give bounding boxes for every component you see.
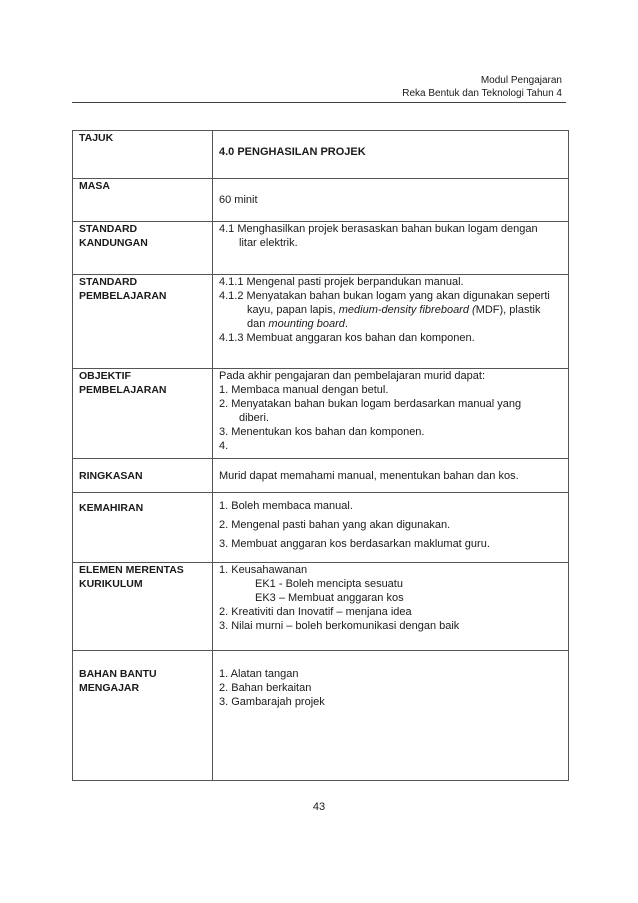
label-tajuk: TAJUK <box>73 131 213 179</box>
text-run-italic: mounting board <box>268 318 345 330</box>
value-objektif <box>213 369 569 459</box>
label-standard-kandungan <box>73 222 213 275</box>
label-objektif <box>73 369 213 459</box>
list-item: 1. Alatan tangan <box>219 668 299 680</box>
row-bahan-bantu <box>73 651 569 781</box>
row-tajuk <box>73 131 569 179</box>
page-header <box>402 74 562 100</box>
text-run: MDF), plastik <box>475 304 541 316</box>
list-item: 3. Nilai murni – boleh berkomunikasi dengan baik <box>219 620 460 632</box>
page-number: 43 <box>312 801 326 813</box>
row-masa <box>73 179 569 222</box>
value-ringkasan: Murid dapat memahami manual, menentukan bahan dan kos. <box>213 459 569 493</box>
label-line: OBJEKTIF <box>79 370 131 382</box>
content-line: litar elektrik. <box>239 237 298 249</box>
list-item: 1. Membaca manual dengan betul. <box>219 384 389 396</box>
row-kemahiran <box>73 493 569 563</box>
label-line: KANDUNGAN <box>79 237 148 249</box>
label-line: ELEMEN MERENTAS <box>79 564 184 576</box>
list-item-continuation <box>219 303 562 317</box>
list-item: 4.1.3 Membuat anggaran kos bahan dan komponen. <box>219 332 475 344</box>
label-line: PEMBELAJARAN <box>79 290 167 302</box>
header-subject-title: Reka Bentuk dan Teknologi Tahun 4 <box>402 88 562 99</box>
row-elemen-merentas <box>73 563 569 651</box>
list-item: 2. Bahan berkaitan <box>219 682 312 694</box>
list-item: 2. Mengenal pasti bahan yang akan digunakan. <box>219 519 451 531</box>
label-kemahiran: KEMAHIRAN <box>73 493 213 563</box>
label-line: STANDARD <box>79 276 138 288</box>
label-line: MENGAJAR <box>79 682 140 694</box>
sub-item: EK3 – Membuat anggaran kos <box>255 592 404 604</box>
header-rule <box>72 102 566 103</box>
list-item: 3. Gambarajah projek <box>219 696 325 708</box>
label-masa: MASA <box>73 179 213 222</box>
lesson-plan-table <box>72 130 569 781</box>
list-item: 1. Keusahawanan <box>219 564 308 576</box>
label-line: KURIKULUM <box>79 578 143 590</box>
list-item: 2. Kreativiti dan Inovatif – menjana idea <box>219 606 412 618</box>
row-ringkasan <box>73 459 569 493</box>
list-item-continuation <box>219 317 562 331</box>
label-line: BAHAN BANTU <box>79 668 157 680</box>
sub-item: EK1 - Boleh mencipta sesuatu <box>255 578 403 590</box>
list-item: 1. Boleh membaca manual. <box>219 500 353 512</box>
value-elemen-merentas <box>213 563 569 651</box>
value-tajuk: 4.0 PENGHASILAN PROJEK <box>213 131 569 179</box>
list-item: 4.1.1 Mengenal pasti projek berpandukan manual. <box>219 276 464 288</box>
text-run-italic: medium-density fibreboard ( <box>338 304 476 316</box>
label-ringkasan: RINGKASAN <box>73 459 213 493</box>
label-standard-pembelajaran <box>73 275 213 369</box>
list-item: 2. Menyatakan bahan bukan logam berdasarkan manual yang <box>219 398 522 410</box>
list-item: 4.1.2 Menyatakan bahan bukan logam yang akan digunakan seperti <box>219 290 550 302</box>
label-bahan-bantu <box>73 651 213 781</box>
intro-line: Pada akhir pengajaran dan pembelajaran murid dapat: <box>219 370 486 382</box>
value-masa: 60 minit <box>213 179 569 222</box>
label-line: STANDARD <box>79 223 138 235</box>
value-standard-kandungan <box>213 222 569 275</box>
row-objektif <box>73 369 569 459</box>
value-standard-pembelajaran <box>213 275 569 369</box>
row-standard-kandungan <box>73 222 569 275</box>
list-item: 3. Menentukan kos bahan dan komponen. <box>219 426 425 438</box>
list-item-continuation: diberi. <box>239 412 269 424</box>
value-bahan-bantu <box>213 651 569 781</box>
text-run: kayu, papan lapis, <box>247 304 339 316</box>
label-line: PEMBELAJARAN <box>79 384 167 396</box>
content-line: 4.1 Menghasilkan projek berasaskan bahan bukan logam dengan <box>219 223 538 235</box>
value-kemahiran <box>213 493 569 563</box>
list-item: 3. Membuat anggaran kos berdasarkan maklumat guru. <box>219 538 490 550</box>
label-elemen-merentas <box>73 563 213 651</box>
list-item: 4. <box>219 440 229 452</box>
text-run: dan <box>247 318 269 330</box>
text-run: . <box>344 318 348 330</box>
row-standard-pembelajaran <box>73 275 569 369</box>
header-module-title: Modul Pengajaran <box>480 75 562 86</box>
